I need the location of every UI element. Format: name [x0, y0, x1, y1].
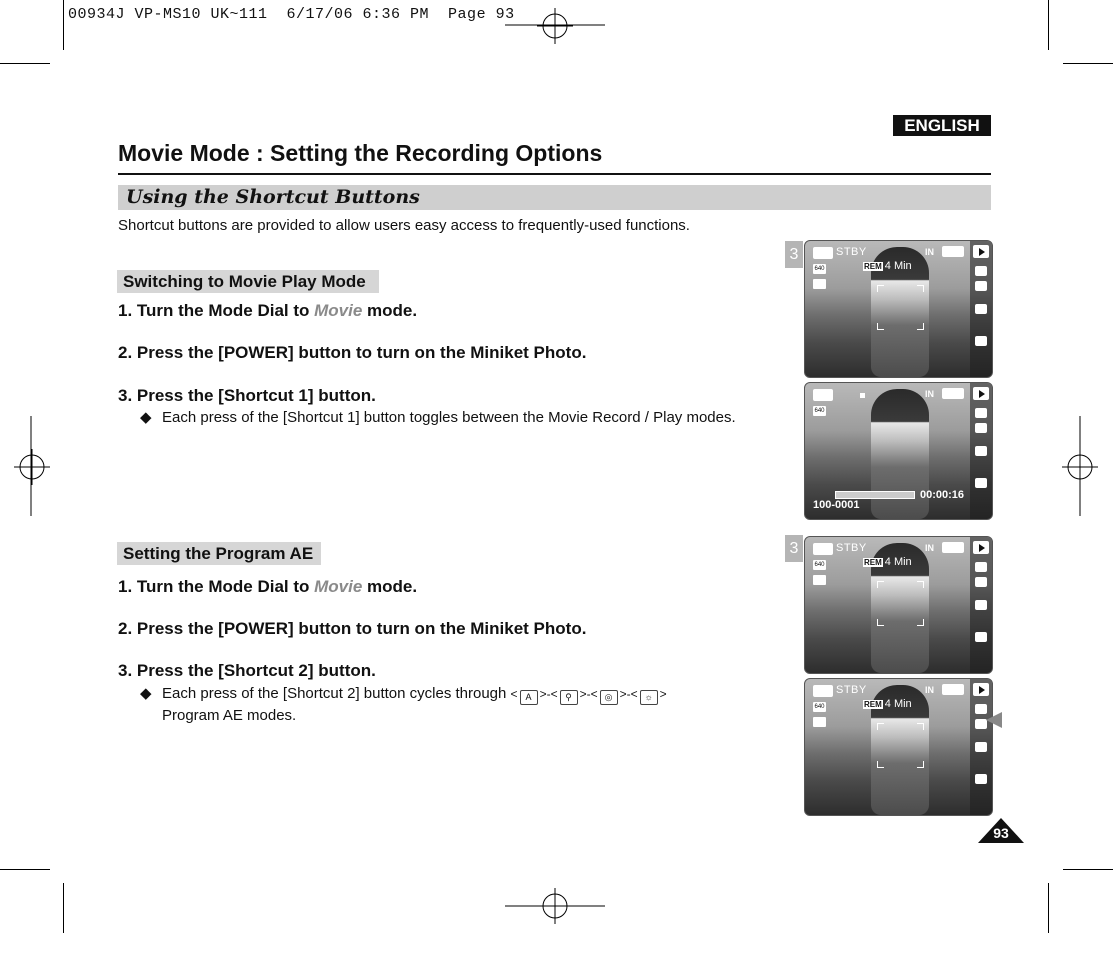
movie-mode-word: Movie [314, 301, 363, 320]
registration-line [505, 24, 605, 28]
play-mode-icon [973, 541, 989, 554]
remaining-time: REM 4 Min [864, 260, 912, 272]
focus-icon [975, 600, 987, 610]
remaining-time: REM 4 Min [864, 698, 912, 710]
stby-label: STBY [836, 684, 867, 696]
intro-text: Shortcut buttons are provided to allow users easy access to frequently-used functions. [118, 217, 690, 234]
subheading-switching: Switching to Movie Play Mode [117, 270, 379, 293]
timecode: 00:00:16 [920, 489, 965, 501]
step-3: 3. Press the [Shortcut 1] button. [118, 386, 376, 405]
page-number: 93 [993, 825, 1009, 841]
battery-icon [942, 684, 964, 695]
white-balance-icon [975, 266, 987, 276]
stop-icon [860, 393, 865, 398]
program-ae-mode-icons: < A >-< ⚲ >-< ◎ >-< ☼ > [511, 687, 667, 701]
stabilizer-icon [975, 774, 987, 784]
battery-icon [942, 542, 964, 553]
battery-icon [942, 388, 964, 399]
crop-mark [1048, 0, 1049, 50]
step-2: 2. Press the [POWER] button to turn on the Miniket Photo. [118, 619, 587, 638]
diamond-bullet-icon: ◆ [140, 685, 152, 702]
stby-label: STBY [836, 246, 867, 258]
resolution-icon: 640 [814, 266, 825, 272]
auto-mode-icon: A [520, 690, 538, 705]
page-title: Movie Mode : Setting the Recording Options [118, 140, 603, 166]
stabilizer-icon [975, 632, 987, 642]
play-mode-icon [973, 387, 989, 400]
resolution-icon: 640 [814, 408, 825, 414]
crop-mark [1063, 63, 1113, 64]
crop-mark [0, 869, 50, 870]
title-rule [118, 173, 991, 175]
registration-line [505, 905, 605, 909]
slideshow-icon [975, 423, 987, 433]
bullet-note: ◆ Each press of the [Shortcut 2] button cycles through < A >-< ⚲ >-< ◎ >-< ☼ > Program AE modes. [140, 685, 667, 724]
remaining-time: REM 4 Min [864, 556, 912, 568]
step-1 [118, 577, 417, 597]
resolution-icon: 640 [814, 704, 825, 710]
resolution-icon: 640 [814, 562, 825, 568]
stby-label: STBY [836, 542, 867, 554]
step-text: mode. [362, 577, 418, 596]
movie-camera-icon [813, 389, 833, 401]
step-2: 2. Press the [POWER] button to turn on the Miniket Photo. [118, 343, 587, 362]
section-title: Using the Shortcut Buttons [126, 186, 420, 208]
memory-in-label: IN [925, 247, 934, 257]
play-mode-icon [973, 683, 989, 696]
step-1 [118, 301, 417, 321]
camera-screen-play [804, 382, 993, 520]
crop-mark [63, 0, 64, 50]
play-mode-icon [973, 245, 989, 258]
sand-snow-mode-icon: ☼ [640, 690, 658, 705]
step-3: 3. Press the [Shortcut 2] button. [118, 661, 376, 680]
camera-screen-record-sports [804, 678, 993, 816]
memory-in-label: IN [925, 543, 934, 553]
print-header: 00934J VP-MS10 UK~111 6/17/06 6:36 PM Page 93 [68, 6, 515, 23]
bullet-note: ◆ Each press of the [Shortcut 1] button toggles between the Movie Record / Play modes. [140, 409, 736, 426]
movie-camera-icon [813, 247, 833, 259]
step-text: 1. Turn the Mode Dial to [118, 577, 315, 596]
registration-line [1079, 416, 1083, 516]
movie-mode-word: Movie [314, 577, 363, 596]
file-number: 100-0001 [813, 499, 860, 511]
step-text: mode. [362, 301, 418, 320]
crop-mark [1063, 869, 1113, 870]
crop-mark [63, 883, 64, 933]
quality-icon [813, 279, 826, 289]
movie-camera-icon [813, 543, 833, 555]
program-ae-icon [975, 577, 987, 587]
step-badge: 3 [785, 535, 803, 562]
focus-icon [975, 304, 987, 314]
crop-mark [1048, 883, 1049, 933]
stabilizer-icon [975, 336, 987, 346]
quality-icon [813, 717, 826, 727]
sports-mode-icon: ⚲ [560, 690, 578, 705]
delete-icon [975, 478, 987, 488]
crop-mark [0, 63, 50, 64]
registration-line [30, 416, 34, 516]
camera-screen-record [804, 536, 993, 674]
movie-camera-icon [813, 685, 833, 697]
spotlight-mode-icon: ◎ [600, 690, 618, 705]
focus-icon [975, 742, 987, 752]
language-badge: ENGLISH [893, 115, 991, 136]
step-text: 1. Turn the Mode Dial to [118, 301, 315, 320]
step-badge: 3 [785, 241, 803, 268]
white-balance-icon [975, 562, 987, 572]
memory-in-label: IN [925, 389, 934, 399]
pointer-arrow-icon [986, 712, 1002, 728]
program-ae-icon [975, 281, 987, 291]
subheading-program-ae: Setting the Program AE [117, 542, 321, 565]
quality-icon [813, 575, 826, 585]
diamond-bullet-icon: ◆ [140, 409, 152, 426]
battery-icon [942, 246, 964, 257]
memory-in-label: IN [925, 685, 934, 695]
protect-icon [975, 446, 987, 456]
camera-screen-record [804, 240, 993, 378]
playback-progress-bar [835, 491, 915, 499]
white-balance-icon [975, 408, 987, 418]
